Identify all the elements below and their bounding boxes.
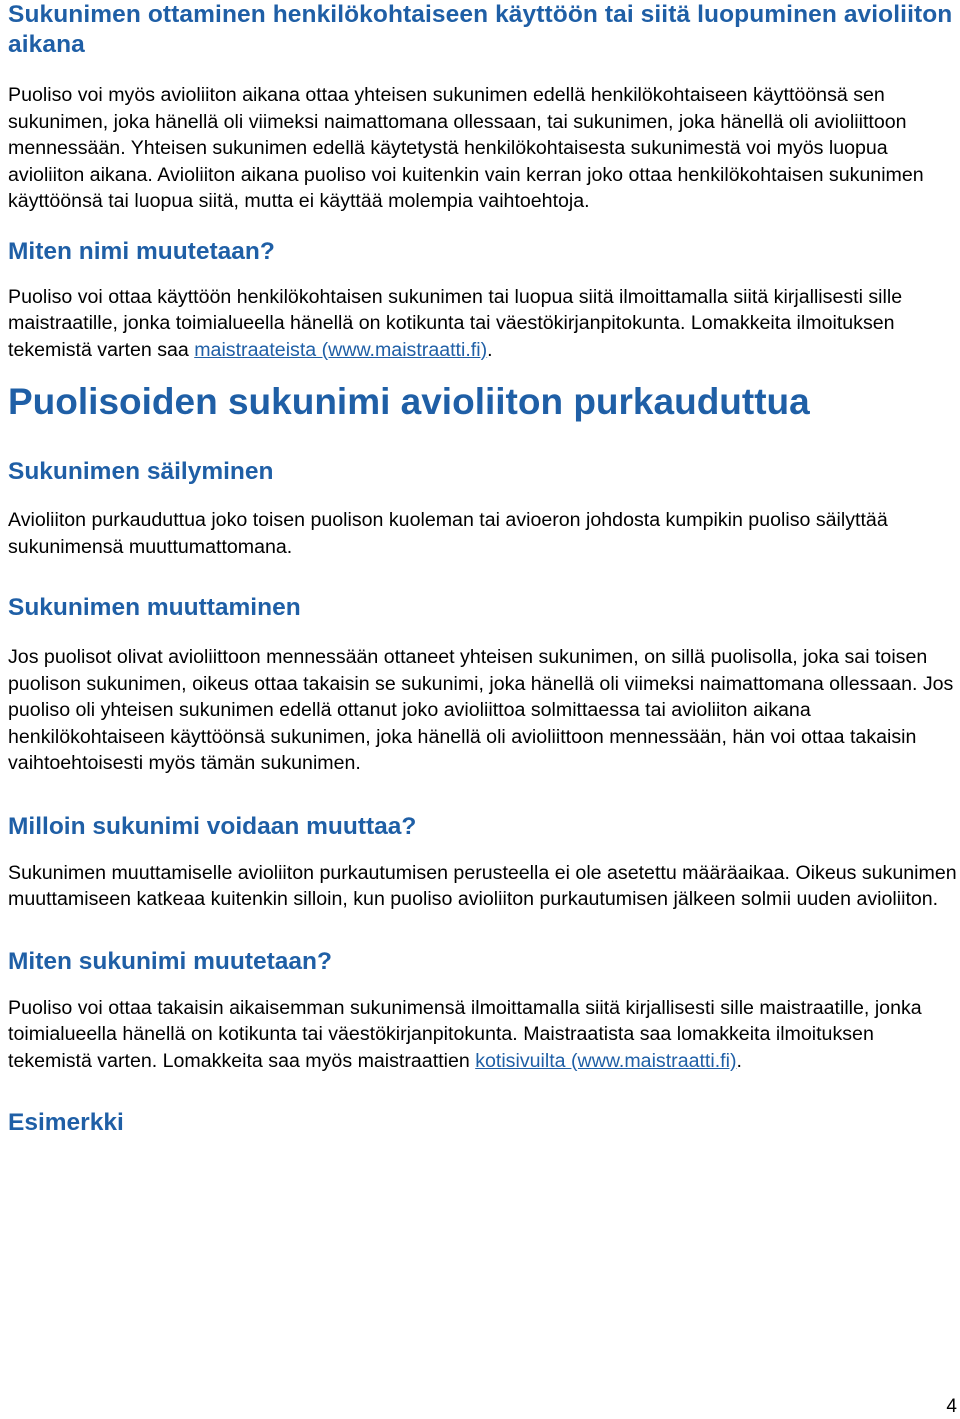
page-number: 4 — [946, 1396, 957, 1417]
paragraph-end: . — [487, 338, 493, 361]
section-heading-personal-surname: Sukunimen ottaminen henkilökohtaiseen käyttöön tai siitä luopuminen avioliiton aikana — [8, 1, 953, 58]
paragraph-text: Puoliso voi ottaa käyttöön henkilökohtaisen sukunimen tai luopua siitä ilmoittamalla siitä kirjallisesti sille maistraatille, jonka toimialueella hänellä on kotikunta tai väestökirjanpitokunta. Lomakkeita ilmoituksen tekemistä varten saa — [8, 285, 903, 361]
paragraph-personal-surname: Puoliso voi myös avioliiton aikana ottaa yhteisen sukunimen edellä henkilökohtaiseen käyttöönsä sen sukunimen, joka hänellä oli viimeksi naimattomana ollessaan, tai sukunimen, joka hänellä oli avioliittoon mennessään. Yhteisen sukunimen edellä käytetystä henkilökohtaisesta sukunimestä voi myös luopua avioliiton aikana. Avioliiton aikana puoliso voi kuitenkin vain kerran joko ottaa henkilökohtaisen sukunimen käyttöönsä tai luopua siitä, mutta ei käyttää molempia vaihtoehtoja. — [8, 84, 924, 212]
heading-example: Esimerkki — [8, 1109, 124, 1136]
paragraph-when-change: Sukunimen muuttamiselle avioliiton purkautumisen perusteella ei ole asetettu määräaikaa. Oikeus sukunimen muuttamiseen katkeaa kuitenkin silloin, kun puoliso avioliiton purkautumisen jälkeen solmii uuden avioliiton. — [8, 861, 957, 910]
paragraph-surname-retention: Avioliiton purkauduttua joko toisen puolison kuoleman tai avioeron johdosta kumpikin puoliso säilyttää sukunimensä muuttumattomana. — [8, 509, 888, 558]
paragraph-surname-change: Jos puolisot olivat avioliittoon mennessään ottaneet yhteisen sukunimen, on sillä puolisolla, joka sai toisen puolison sukunimen, oikeus ottaa takaisin se sukunimi, joka hänellä oli viimeksi naimattomana ollessaan. Jos puoliso oli yhteisen sukunimen edellä ottanut joko avioliittoa solmittaessa tai avioliiton aikana henkilökohtaiseen käyttöönsä sukunimen, joka hänellä oli avioliittoon mennessään, hän voi ottaa takaisin vaihtoehtoisesti myös tämän sukunimen. — [8, 646, 954, 774]
link-maistraatti[interactable]: maistraateista (www.maistraatti.fi) — [194, 338, 488, 361]
heading-surname-retention: Sukunimen säilyminen — [8, 458, 274, 485]
link-kotisivuilta[interactable]: kotisivuilta (www.maistraatti.fi) — [475, 1049, 737, 1072]
paragraph-how-surname-changed — [8, 995, 958, 1075]
paragraph-text: Puoliso voi ottaa takaisin aikaisemman sukunimensä ilmoittamalla siitä kirjallisesti sille maistraatille, jonka toimialueella hänellä on kotikunta tai väestökirjanpitokunta. Maistraatista saa lomakkeita ilmoituksen tekemistä varten. Lomakkeita saa myös maistraattien — [8, 996, 922, 1072]
main-heading-after-dissolution: Puolisoiden sukunimi avioliiton purkauduttua — [8, 381, 810, 422]
heading-surname-change: Sukunimen muuttaminen — [8, 594, 301, 621]
heading-how-name-changed: Miten nimi muutetaan? — [8, 237, 275, 265]
document-page — [8, 0, 958, 1138]
heading-how-surname-changed: Miten sukunimi muutetaan? — [8, 947, 332, 975]
paragraph-end: . — [736, 1049, 742, 1072]
heading-when-change: Milloin sukunimi voidaan muuttaa? — [8, 812, 417, 840]
paragraph-how-name-changed — [8, 284, 958, 364]
